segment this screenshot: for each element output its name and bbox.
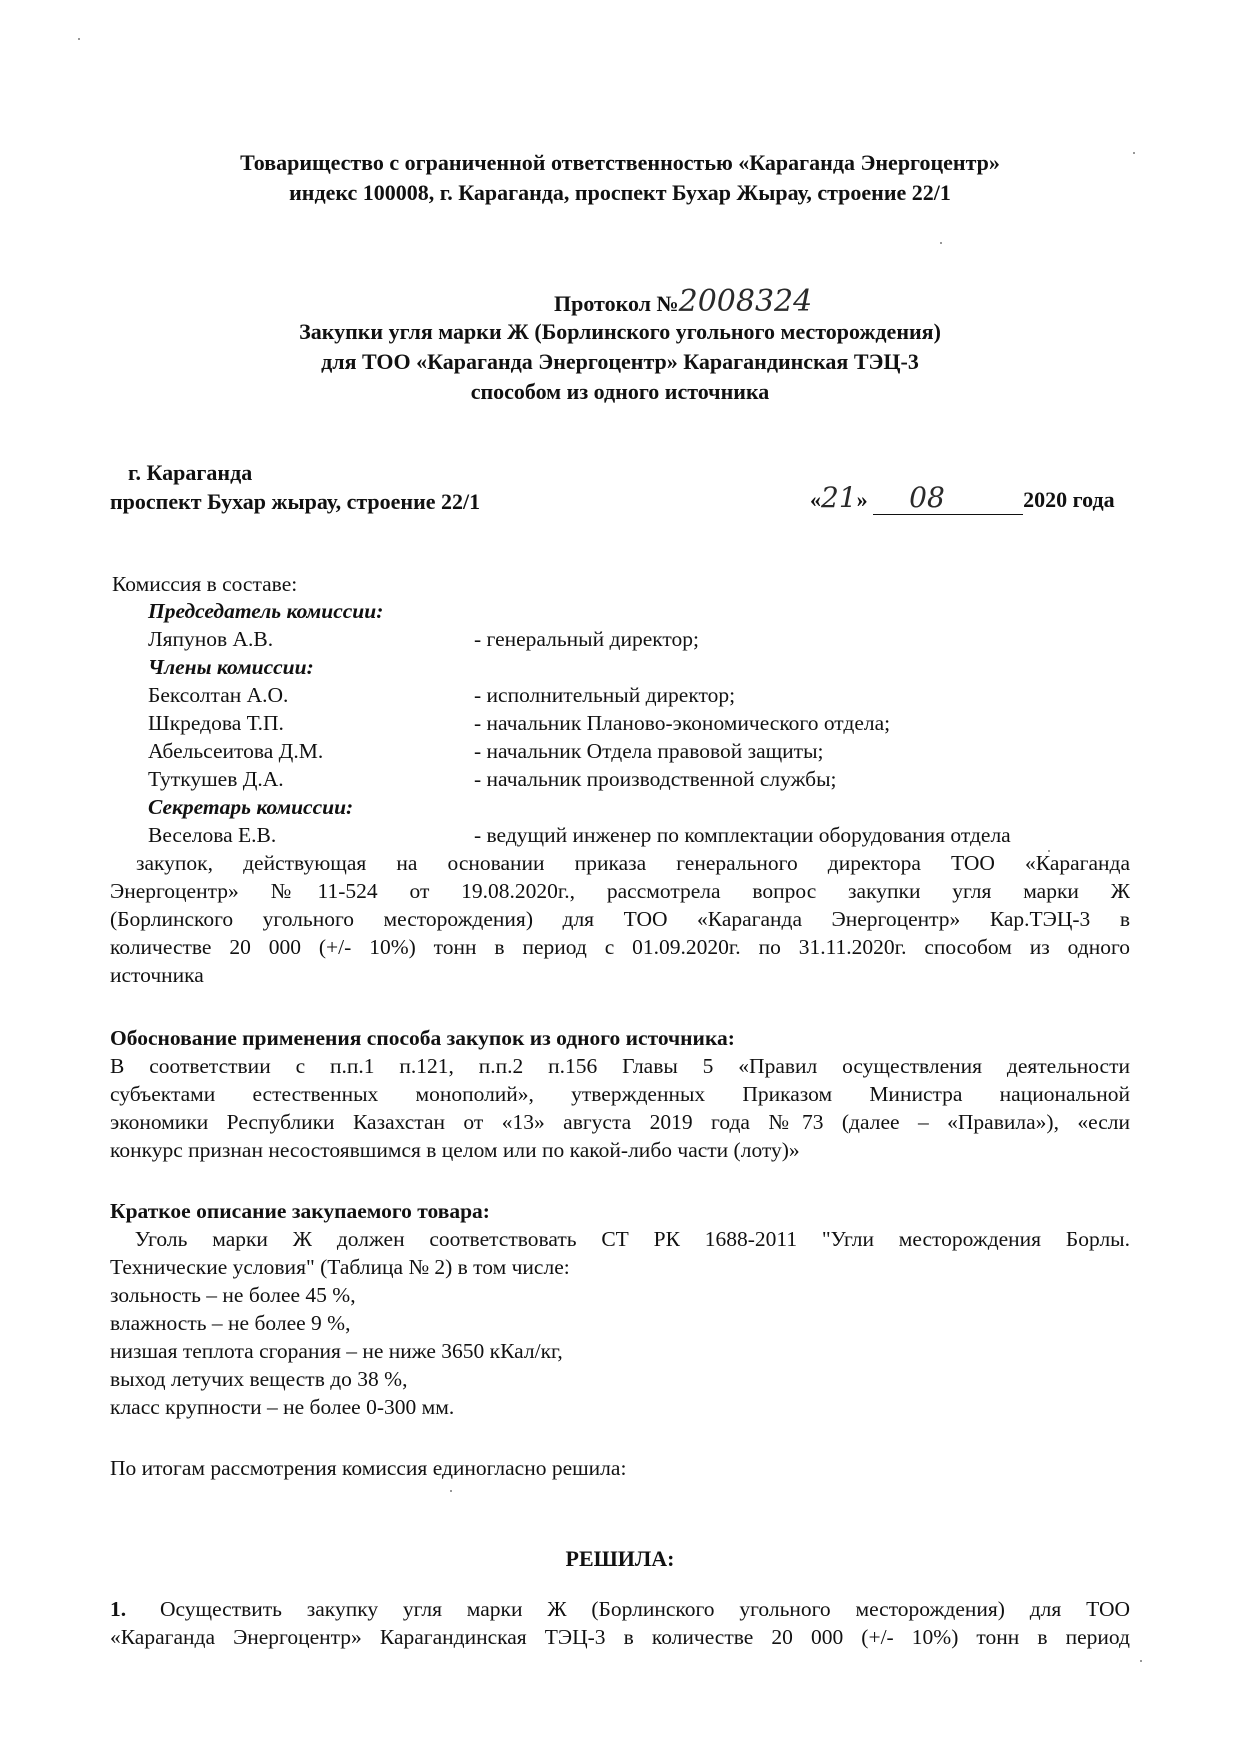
place-city: г. Караганда <box>128 460 253 485</box>
justification-line: В соответствии с п.п.1 п.121, п.п.2 п.156 Главы 5 «Правил осуществления деятельности <box>110 1054 1130 1078</box>
org-name: Товарищество с ограниченной ответственностью «Караганда Энергоцентр» <box>240 150 1000 175</box>
member-row <box>0 736 1240 766</box>
justification-heading: Обоснование применения способа закупок из одного источника: <box>110 1026 735 1050</box>
date-year: 2020 года <box>1023 487 1115 512</box>
justification-line: субъектами естественных монополий», утвержденных Приказом Министра национальной <box>110 1082 1130 1106</box>
protocol-title-line3: способом из одного источника <box>470 379 770 404</box>
scan-speck <box>940 242 942 244</box>
date-quote-open: « <box>810 487 821 512</box>
member-row <box>0 708 1240 738</box>
date-month-handwritten: 08 <box>909 481 945 514</box>
member-name: Шкредова Т.П. <box>148 711 284 735</box>
protocol-number-handwritten: 2008324 <box>678 284 813 319</box>
member-role: - начальник производственной службы; <box>474 767 837 791</box>
justification-line: конкурс признан несостоявшимся в целом или по какой-либо части (лоту)» <box>110 1138 800 1162</box>
decision-item-line: «Караганда Энергоцентр» Карагандинская ТЭЦ-3 в количестве 20 000 (+/- 10%) тонн в период <box>110 1625 1130 1649</box>
main-paragraph-line: источника <box>110 963 204 987</box>
decision-item-line: Осуществить закупку угля марки Ж (Борлинского угольного месторождения) для ТОО <box>160 1597 1130 1621</box>
chair-heading: Председатель комиссии: <box>148 599 384 623</box>
protocol-date <box>810 481 1115 515</box>
scan-speck <box>1140 1660 1142 1662</box>
spec-item: зольность – не более 45 %, <box>110 1283 356 1307</box>
results-text: По итогам рассмотрения комиссия единогласно решила: <box>110 1456 627 1480</box>
protocol-label: Протокол № <box>554 291 679 316</box>
description-line: Уголь марки Ж должен соответствовать СТ РК 1688-2011 "Угли месторождения Борлы. <box>110 1227 1130 1251</box>
main-paragraph-line: Энергоцентр» №11-524 от 19.08.2020г., рассмотрела вопрос закупки угля марки Ж <box>110 879 1130 903</box>
decision-item-number: 1. <box>110 1597 127 1621</box>
main-paragraph-line: количестве 20 000 (+/- 10%) тонн в период с 01.09.2020г. по 31.11.2020г. способом из одного <box>110 935 1130 959</box>
spec-item: влажность – не более 9 %, <box>110 1311 351 1335</box>
scan-speck <box>450 1490 452 1492</box>
chair-name: Ляпунов А.В. <box>148 627 274 651</box>
protocol-number <box>554 284 813 319</box>
description-line: Технические условия" (Таблица № 2) в том числе: <box>110 1255 570 1279</box>
protocol-title-line2: для ТОО «Караганда Энергоцентр» Карагандинская ТЭЦ-3 <box>321 349 919 374</box>
secretary-name: Веселова Е.В. <box>148 823 277 847</box>
secretary-row <box>0 820 1240 850</box>
date-quote-close: » <box>856 487 868 512</box>
protocol-title-line1: Закупки угля марки Ж (Борлинского угольного месторождения) <box>299 319 941 344</box>
commission-intro: Комиссия в составе: <box>112 572 298 596</box>
member-name: Бексолтан А.О. <box>148 683 289 707</box>
member-name: Туткушев Д.А. <box>148 767 284 791</box>
spec-item: выход летучих веществ до 38 %, <box>110 1367 408 1391</box>
description-heading: Краткое описание закупаемого товара: <box>110 1199 490 1223</box>
decision-heading: РЕШИЛА: <box>565 1546 675 1571</box>
member-role: - начальник Отдела правовой защиты; <box>474 739 824 763</box>
spec-item: класс крупности – не более 0-300 мм. <box>110 1395 455 1419</box>
main-paragraph-line: закупок, действующая на основании приказа генерального директора ТОО «Караганда <box>136 851 1130 875</box>
place-address: проспект Бухар жырау, строение 22/1 <box>110 489 481 514</box>
secretary-role: - ведущий инженер по комплектации оборудования отдела <box>474 823 1011 847</box>
member-role: - исполнительный директор; <box>474 683 736 707</box>
chair-row <box>0 624 1240 654</box>
justification-line: экономики Республики Казахстан от «13» августа 2019 года №73 (далее – «Правила»), «если <box>110 1110 1130 1134</box>
spec-item: низшая теплота сгорания – не ниже 3650 кКал/кг, <box>110 1339 563 1363</box>
member-row <box>0 680 1240 710</box>
date-month-underline <box>873 481 1023 515</box>
member-role: - начальник Планово-экономического отдела; <box>474 711 891 735</box>
chair-role: - генеральный директор; <box>474 627 699 651</box>
date-day-handwritten: 21 <box>821 481 857 514</box>
secretary-heading: Секретарь комиссии: <box>148 795 354 819</box>
member-row <box>0 764 1240 794</box>
members-heading: Члены комиссии: <box>148 655 314 679</box>
member-name: Абельсеитова Д.М. <box>148 739 324 763</box>
main-paragraph-line: (Борлинского угольного месторождения) для ТОО «Караганда Энергоцентр» Кар.ТЭЦ-3 в <box>110 907 1130 931</box>
scan-speck <box>78 38 80 40</box>
org-address: индекс 100008, г. Караганда, проспект Бухар Жырау, строение 22/1 <box>289 180 951 205</box>
